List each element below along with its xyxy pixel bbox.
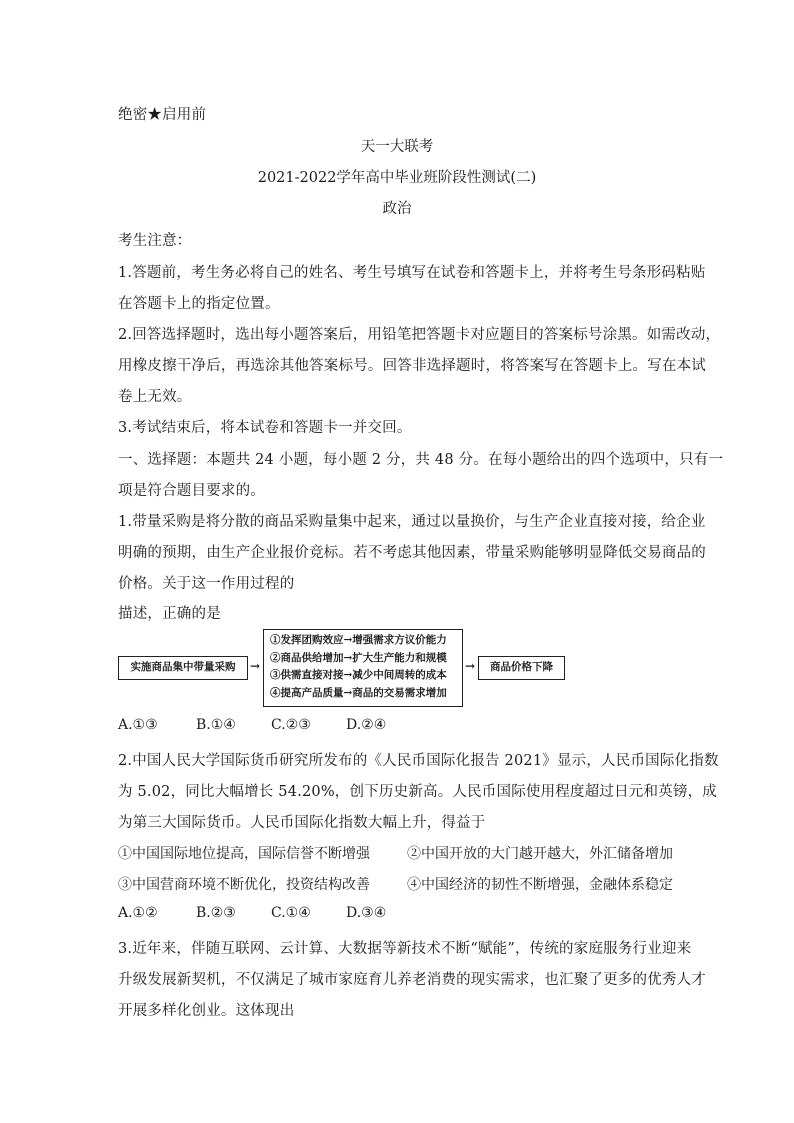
- notice-line: 1.答题前，考生务必将自己的姓名、考生号填写在试卷和答题卡上，并将考生号条形码粘贴: [118, 265, 706, 281]
- notice-title: 考生注意：: [118, 233, 192, 249]
- exam-subject: 政治: [382, 201, 412, 217]
- option-d: D.②④: [346, 717, 387, 733]
- diagram-item: ①发挥团购效应→增强需求方议价能力: [270, 634, 447, 646]
- option-a: A.①②: [118, 905, 158, 921]
- diagram-result-box: 商品价格下降: [478, 656, 565, 680]
- exam-title: 2021-2022学年高中毕业班阶段性测试(二): [257, 170, 537, 186]
- notice-line: 3.考试结束后，将本试卷和答题卡一并交回。: [118, 420, 412, 436]
- notice-line: 卷上无效。: [118, 389, 192, 405]
- section-heading-cont: 项是符合题目要求的。: [118, 483, 265, 499]
- question-1-line: 明确的预期，由生产企业报价竞标。若不考虑其他因素，带量采购能够明显降低交易商品的: [118, 545, 706, 561]
- option-c: C.②③: [271, 717, 311, 733]
- option-b: B.①④: [196, 717, 236, 733]
- diagram-item: ③供需直接对接→减少中间周转的成本: [270, 669, 447, 681]
- diagram-options-box: [263, 629, 463, 707]
- question-1-line: 1.带量采购是将分散的商品采购量集中起来，通过以量换价，与生产企业直接对接，给企业: [118, 514, 706, 530]
- question-3-line: 3.近年来，伴随互联网、云计算、大数据等新技术不断“赋能”，传统的家庭服务行业迎来: [118, 941, 692, 957]
- notice-line: 2.回答选择题时，选出每小题答案后，用铅笔把答题卡对应题目的答案标号涂黑。如需改动，: [118, 327, 721, 343]
- question-2-line: 2.中国人民大学国际货币研究所发布的《人民币国际化报告 2021》显示，人民币国际化指数: [118, 753, 719, 769]
- diagram-start-box: 实施商品集中带量采购: [118, 656, 248, 680]
- diagram-item: ④提高产品质量→商品的交易需求增加: [270, 686, 447, 699]
- question-2-line: 为 5.02，同比大幅增长 54.20%，创下历史新高。人民币国际使用程度超过日元和英镑，成: [118, 784, 717, 800]
- option-d: D.③④: [346, 905, 387, 921]
- option-a: A.①③: [118, 717, 158, 733]
- section-heading: 一、选择题：本题共 24 小题，每小题 2 分，共 48 分。在每小题给出的四个选项中，只有一: [118, 452, 724, 468]
- statement-2: ②中国开放的大门越开越大，外汇储备增加: [407, 846, 673, 862]
- arrow-icon: →: [465, 659, 476, 673]
- question-3-line: 升级发展新契机，不仅满足了城市家庭育儿养老消费的现实需求，也汇聚了更多的优秀人才: [118, 972, 706, 988]
- arrow-icon: →: [250, 659, 261, 673]
- question-1-line: 描述，正确的是: [118, 606, 221, 622]
- notice-line: 用橡皮擦干净后，再选涂其他答案标号。回答非选择题时，将答案写在答题卡上。写在本试: [118, 358, 706, 374]
- statement-1: ①中国国际地位提高，国际信誉不断增强: [118, 846, 370, 862]
- option-b: B.②③: [196, 905, 236, 921]
- secret-label: 绝密★启用前: [118, 107, 207, 123]
- question-1-line: 价格。关于这一作用过程的: [118, 576, 295, 592]
- diagram-item: ②商品供给增加→扩大生产能力和规模: [270, 651, 447, 664]
- flow-diagram: [118, 626, 568, 708]
- statement-4: ④中国经济的韧性不断增强，金融体系稳定: [407, 877, 673, 893]
- question-3-line: 开展多样化创业。这体现出: [118, 1003, 295, 1019]
- option-c: C.①④: [271, 905, 311, 921]
- notice-line: 在答题卡上的指定位置。: [118, 296, 280, 312]
- statement-3: ③中国营商环境不断优化，投资结构改善: [118, 877, 370, 893]
- exam-org: 天一大联考: [360, 139, 434, 155]
- question-2-line: 为第三大国际货币。人民币国际化指数大幅上升，得益于: [118, 815, 486, 831]
